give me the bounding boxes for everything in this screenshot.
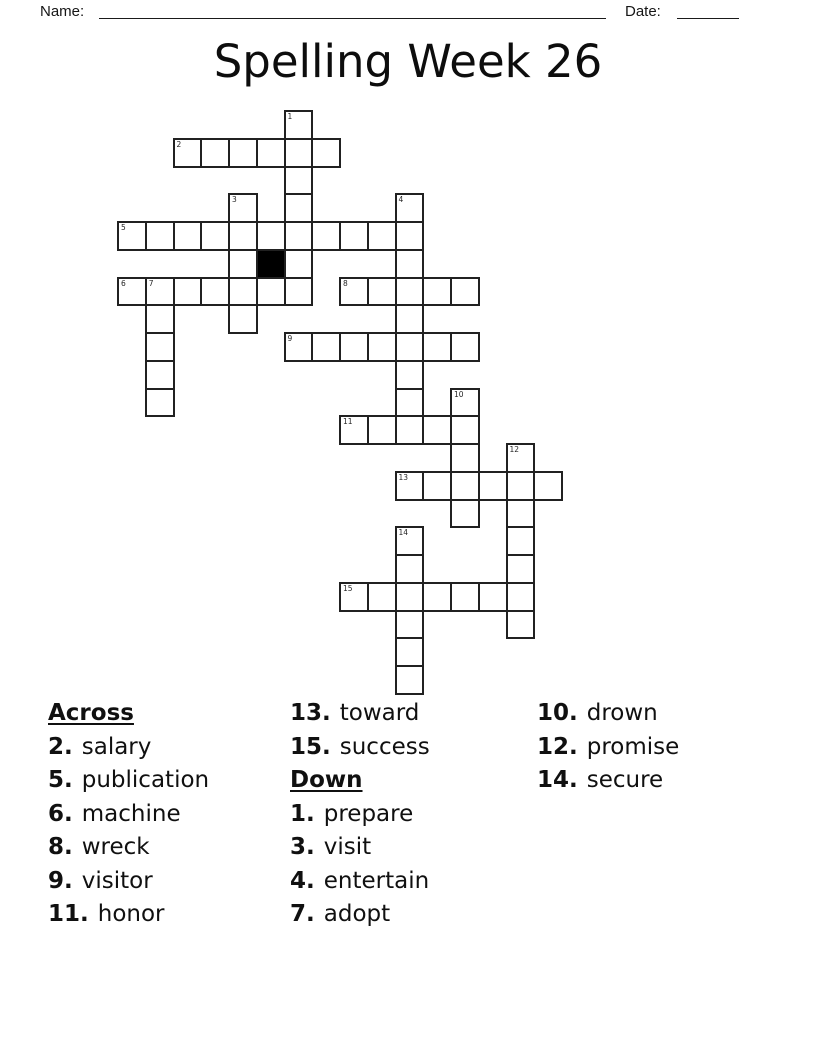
grid-cell-r5c4 <box>228 249 258 279</box>
date-blank-line <box>677 3 739 19</box>
grid-cell-r8c10 <box>395 332 425 362</box>
grid-cell-r20c10 <box>395 665 425 695</box>
grid-cell-r6c8 <box>339 277 369 307</box>
grid-cell-r4c0 <box>117 221 147 251</box>
grid-cell-r4c6 <box>284 221 314 251</box>
clue-across-8 <box>48 831 209 865</box>
clue-across-2 <box>48 731 209 765</box>
clue-word: drown <box>586 700 658 726</box>
grid-cell-r6c10 <box>395 277 425 307</box>
grid-cell-r18c10 <box>395 610 425 640</box>
grid-cell-r17c9 <box>367 582 397 612</box>
clue-down-12 <box>537 731 679 765</box>
clue-word: promise <box>586 733 680 760</box>
grid-cell-r7c4 <box>228 304 258 334</box>
clue-number: 8. <box>48 834 73 860</box>
cell-number-11: 11 <box>343 417 353 427</box>
cell-number-3: 3 <box>232 195 237 205</box>
clue-down-3 <box>290 831 430 865</box>
clue-number: 14. <box>537 767 578 793</box>
cell-number-5: 5 <box>121 223 126 232</box>
grid-cell-r1c6 <box>284 138 314 168</box>
clue-word: visitor <box>81 867 153 894</box>
grid-cell-r5c10 <box>395 249 425 279</box>
grid-cell-r12c14 <box>506 443 536 473</box>
clue-word: success <box>339 733 430 760</box>
cell-number-4: 4 <box>398 195 404 205</box>
grid-cell-r9c1 <box>145 360 175 390</box>
grid-cell-r6c4 <box>228 277 258 307</box>
grid-cell-r6c3 <box>200 277 230 307</box>
grid-cell-r7c10 <box>395 304 425 334</box>
grid-cell-r10c12 <box>450 388 480 418</box>
clue-number: 6. <box>48 800 73 827</box>
clue-across-15 <box>290 731 430 765</box>
clue-word: honor <box>97 901 165 927</box>
grid-cell-r17c13 <box>478 582 508 612</box>
clue-across-11 <box>48 898 209 932</box>
grid-cell-r17c11 <box>422 582 452 612</box>
grid-cell-r6c12 <box>450 277 480 307</box>
cell-number-14: 14 <box>398 528 409 538</box>
grid-cell-r17c12 <box>450 582 480 612</box>
grid-cell-r13c12 <box>450 471 480 501</box>
grid-cell-r1c5 <box>256 138 286 168</box>
grid-cell-r6c0 <box>117 277 147 307</box>
clues-column-3 <box>537 697 679 798</box>
grid-cell-r13c10 <box>395 471 425 501</box>
clue-word: wreck <box>81 834 150 860</box>
grid-cell-r3c4 <box>228 193 258 223</box>
cell-number-2: 2 <box>176 139 182 149</box>
clue-across-13 <box>290 697 430 731</box>
clue-heading-across: Across <box>48 700 134 726</box>
clue-word: visit <box>323 834 372 860</box>
clue-down-4 <box>290 865 430 899</box>
date-label: Date: <box>625 3 661 20</box>
grid-cell-r4c10 <box>395 221 425 251</box>
clue-word: adopt <box>323 901 391 927</box>
grid-cell-r8c6 <box>284 332 314 362</box>
cell-number-1: 1 <box>287 112 293 121</box>
grid-cell-r16c10 <box>395 554 425 584</box>
grid-cell-r4c4 <box>228 221 258 251</box>
clue-number: 1. <box>290 800 315 827</box>
clue-word: machine <box>81 800 181 827</box>
clues-column-2 <box>290 697 430 932</box>
grid-cell-r6c2 <box>173 277 203 307</box>
grid-cell-r11c12 <box>450 415 480 445</box>
grid-cell-r8c11 <box>422 332 452 362</box>
grid-cell-r1c4 <box>228 138 258 168</box>
worksheet-title: Spelling Week 26 <box>213 35 603 88</box>
grid-cell-r17c8 <box>339 582 369 612</box>
clue-word: toward <box>339 700 420 726</box>
grid-cell-r14c14 <box>506 499 536 529</box>
cell-number-9: 9 <box>287 334 293 343</box>
clues-column-1 <box>48 697 209 932</box>
grid-cell-r10c1 <box>145 388 175 418</box>
grid-cell-r4c5 <box>256 221 286 251</box>
grid-cell-r6c1 <box>145 277 175 307</box>
grid-cell-r19c10 <box>395 637 425 667</box>
clue-number: 2. <box>48 733 73 760</box>
clue-number: 9. <box>48 867 73 894</box>
clue-down-10 <box>537 697 679 731</box>
grid-cell-r16c14 <box>506 554 536 584</box>
grid-cell-r0c6 <box>284 110 314 140</box>
grid-cell-r18c14 <box>506 610 536 640</box>
grid-cell-r3c10 <box>395 193 425 223</box>
clue-word: prepare <box>323 800 414 827</box>
grid-cell-r12c12 <box>450 443 480 473</box>
cell-number-12: 12 <box>509 445 520 454</box>
grid-cell-r15c10 <box>395 526 425 556</box>
grid-cell-r8c1 <box>145 332 175 362</box>
grid-cell-r8c9 <box>367 332 397 362</box>
clue-number: 11. <box>48 901 89 927</box>
clue-number: 5. <box>48 767 73 793</box>
clue-heading-down: Down <box>290 767 363 793</box>
grid-cell-r1c3 <box>200 138 230 168</box>
grid-cell-r8c12 <box>450 332 480 362</box>
name-label: Name: <box>40 3 85 20</box>
cell-number-7: 7 <box>148 278 154 288</box>
grid-cell-r17c10 <box>395 582 425 612</box>
clue-word: publication <box>81 767 210 793</box>
grid-cell-r9c10 <box>395 360 425 390</box>
grid-cell-r6c9 <box>367 277 397 307</box>
grid-cell-r5c6 <box>284 249 314 279</box>
clue-number: 7. <box>290 901 315 927</box>
grid-cell-r8c7 <box>311 332 341 362</box>
grid-cell-r10c10 <box>395 388 425 418</box>
grid-cell-r11c9 <box>367 415 397 445</box>
grid-cell-r1c2 <box>173 138 203 168</box>
grid-cell-r8c8 <box>339 332 369 362</box>
grid-cell-r4c7 <box>311 221 341 251</box>
grid-cell-r4c8 <box>339 221 369 251</box>
clue-down-1 <box>290 798 430 832</box>
cell-number-8: 8 <box>343 278 348 288</box>
clue-number: 10. <box>537 700 578 726</box>
cell-number-6: 6 <box>121 278 126 288</box>
cell-number-13: 13 <box>398 472 409 482</box>
grid-cell-r17c14 <box>506 582 536 612</box>
clue-number: 12. <box>537 733 578 760</box>
grid-cell-r2c6 <box>284 166 314 196</box>
grid-cell-r15c14 <box>506 526 536 556</box>
grid-cell-r6c5 <box>256 277 286 307</box>
clue-down-14 <box>537 764 679 798</box>
cell-number-10: 10 <box>454 389 464 399</box>
clue-number: 15. <box>290 733 331 760</box>
clue-number: 3. <box>290 834 315 860</box>
clue-word: entertain <box>323 867 430 894</box>
grid-blocked-cell <box>256 249 286 279</box>
grid-cell-r11c8 <box>339 415 369 445</box>
grid-cell-r13c14 <box>506 471 536 501</box>
grid-cell-r11c10 <box>395 415 425 445</box>
grid-cell-r1c7 <box>311 138 341 168</box>
cell-number-15: 15 <box>343 583 353 593</box>
grid-cell-r4c2 <box>173 221 203 251</box>
clue-across-9 <box>48 865 209 899</box>
grid-cell-r7c1 <box>145 304 175 334</box>
grid-cell-r11c11 <box>422 415 452 445</box>
grid-cell-r6c6 <box>284 277 314 307</box>
grid-cell-r4c3 <box>200 221 230 251</box>
grid-cell-r13c11 <box>422 471 452 501</box>
clue-word: salary <box>81 733 152 760</box>
clue-across-5 <box>48 764 209 798</box>
grid-cell-r3c6 <box>284 193 314 223</box>
clue-number: 13. <box>290 700 331 726</box>
grid-cell-r4c9 <box>367 221 397 251</box>
grid-cell-r4c1 <box>145 221 175 251</box>
grid-cell-r6c11 <box>422 277 452 307</box>
clue-number: 4. <box>290 867 315 894</box>
name-blank-line <box>99 3 606 19</box>
grid-cell-r13c13 <box>478 471 508 501</box>
clue-word: secure <box>586 767 664 793</box>
clue-down-7 <box>290 898 430 932</box>
grid-cell-r13c15 <box>533 471 563 501</box>
grid-cell-r14c12 <box>450 499 480 529</box>
clue-across-6 <box>48 798 209 832</box>
